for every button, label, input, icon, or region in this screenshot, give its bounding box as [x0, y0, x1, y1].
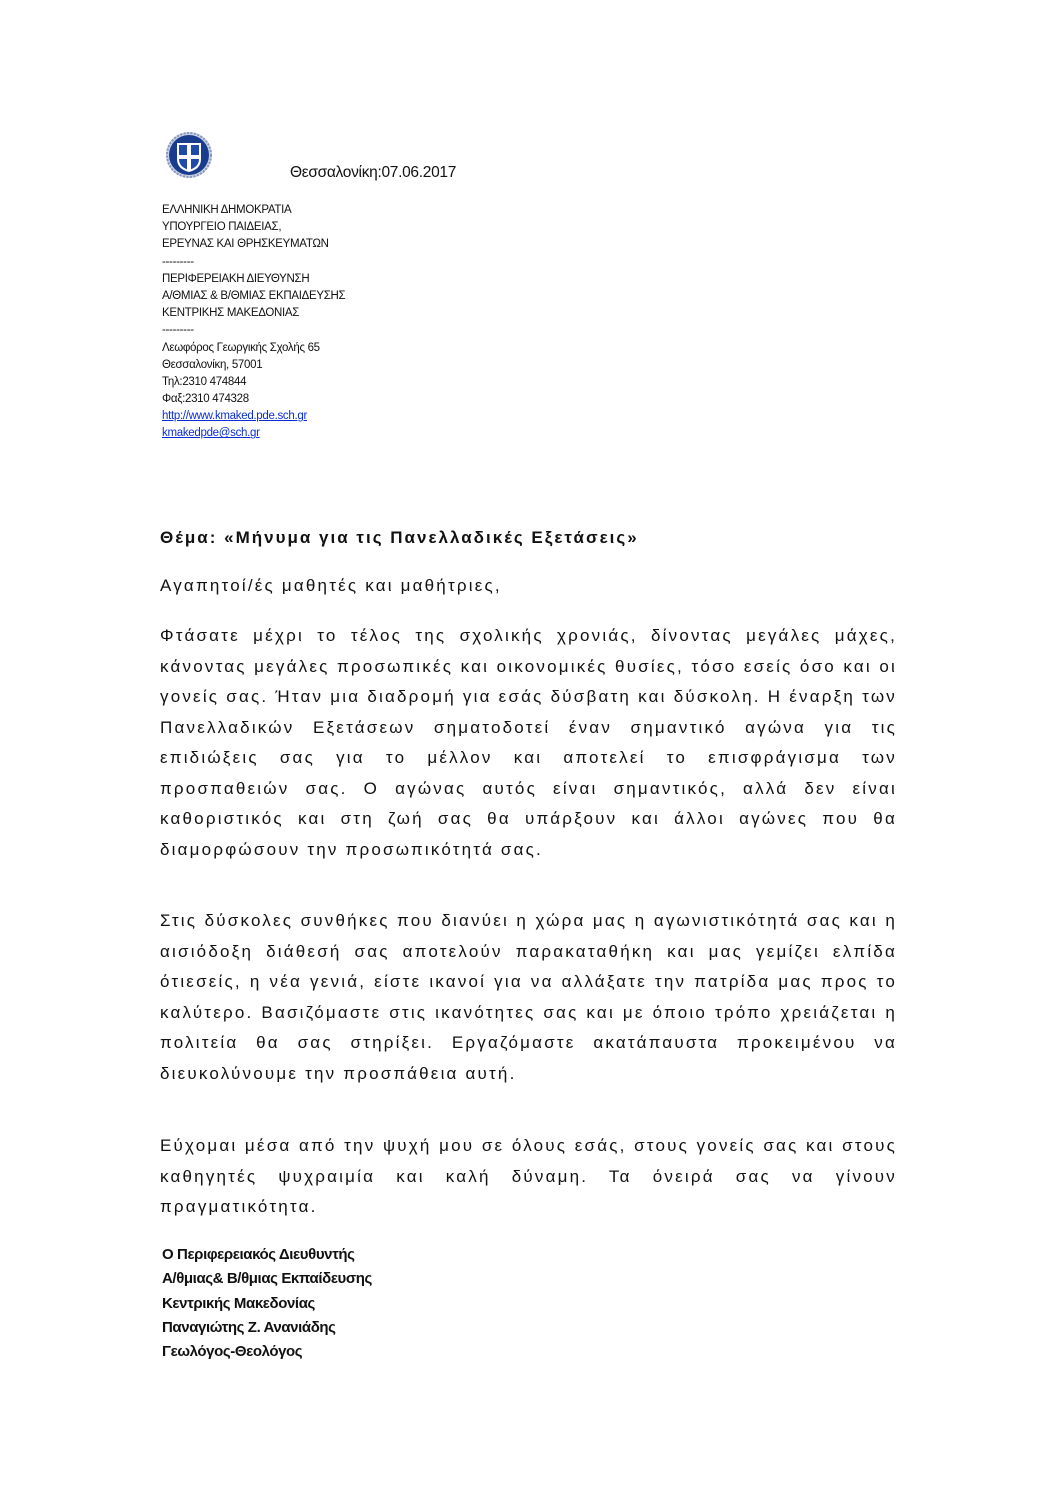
city-line: Θεσσαλονίκη, 57001: [162, 358, 263, 371]
header-separator: ---------: [162, 255, 194, 268]
body-paragraph: Φτάσατε μέχρι το τέλος της σχολικής χρονιάς, δίνοντας μεγάλες μάχες, κάνοντας μεγάλες προσωπικές και οικονομικές θυσίες, τόσο εσείς όσο και οι γονείς σας. Ήταν μια διαδρομή για εσάς δύσβατη και δύσκολη. Η έναρξη των Πανελλαδικών Εξετάσεων σηματοδοτεί έναν σημαντικό αγώνα για τις επιδιώξεις σας για το μέλλον και αποτελεί το επισφράγισμα των προσπαθειών σας. Ο αγώνας αυτός είναι σημαντικός, αλλά δεν είναι καθοριστικός και στη ζωή σας θα υπάρξουν και άλλοι αγώνες που θα διαμορφώσουν την προσωπικότητά σας.: [160, 626, 897, 859]
header-line: ΕΛΛΗΝΙΚΗ ΔΗΜΟΚΡΑΤΙΑ: [162, 204, 292, 216]
header-line: Α/ΘΜΙΑΣ & Β/ΘΜΙΑΣ ΕΚΠΑΙΔΕΥΣΗΣ: [162, 289, 346, 302]
letter-subject: Θέμα: «Μήνυμα για τις Πανελλαδικές Εξετάσεις»: [160, 528, 639, 547]
header-line: ΕΡΕΥΝΑΣ ΚΑΙ ΘΡΗΣΚΕΥΜΑΤΩΝ: [162, 238, 329, 251]
signature-title: Α/θμιας& Β/θμιας Εκπαίδευσης: [162, 1270, 372, 1288]
signatory-profession: Γεωλόγος-Θεολόγος: [162, 1343, 303, 1361]
body-paragraph: Εύχομαι μέσα από την ψυχή μου σε όλους εσάς, στους γονείς σας και στους καθηγητές ψυχραιμία και καλή δύναμη. Τα όνειρά σας να γίνουν πραγματικότητα.: [160, 1136, 897, 1216]
letter-greeting: Αγαπητοί/ές μαθητές και μαθήτριες,: [160, 576, 502, 595]
address-line: Λεωφόρος Γεωργικής Σχολής 65: [162, 341, 320, 354]
header-line: ΠΕΡΙΦΕΡΕΙΑΚΗ ΔΙΕΥΘΥΝΣΗ: [162, 272, 310, 285]
signatory-name: Παναγιώτης Ζ. Ανανιάδης: [162, 1318, 336, 1336]
email-link[interactable]: kmakedpde@sch.gr: [162, 427, 260, 440]
fax-line: Φαξ:2310 474328: [162, 393, 249, 406]
website-link[interactable]: http://www.kmaked.pde.sch.gr: [162, 410, 308, 423]
header-line: ΚΕΝΤΡΙΚΗΣ ΜΑΚΕΔΟΝΙΑΣ: [162, 307, 300, 320]
header-line: ΥΠΟΥΡΓΕΙΟ ΠΑΙΔΕΙΑΣ,: [162, 221, 282, 234]
signature-title: Ο Περιφερειακός Διευθυντής: [162, 1246, 355, 1263]
signature-title: Κεντρικής Μακεδονίας: [162, 1294, 315, 1312]
phone-line: Τηλ:2310 474844: [162, 375, 247, 388]
signature-block: [162, 1243, 372, 1364]
header-separator: ---------: [162, 324, 194, 337]
greek-coat-of-arms-icon: [165, 131, 213, 179]
sender-header: [162, 202, 345, 443]
letter-date: Θεσσαλονίκη:07.06.2017: [290, 164, 457, 181]
body-paragraph: Στις δύσκολες συνθήκες που διανύει η χώρα μας η αγωνιστικότητά σας και η αισιόδοξη διάθεσή σας αποτελούν παρακαταθήκη και μας γεμίζει ελπίδα ότιεσείς, η νέα γενιά, είστε ικανοί για να αλλάξατε την πατρίδα μας προς το καλύτερο. Βασιζόμαστε στις ικανότητες σας και με όποιο τρόπο χρειάζεται η πολιτεία θα σας στηρίξει. Εργαζόμαστε ακατάπαυστα προκειμένου να διευκολύνουμε την προσπάθεια αυτή.: [160, 911, 897, 1083]
